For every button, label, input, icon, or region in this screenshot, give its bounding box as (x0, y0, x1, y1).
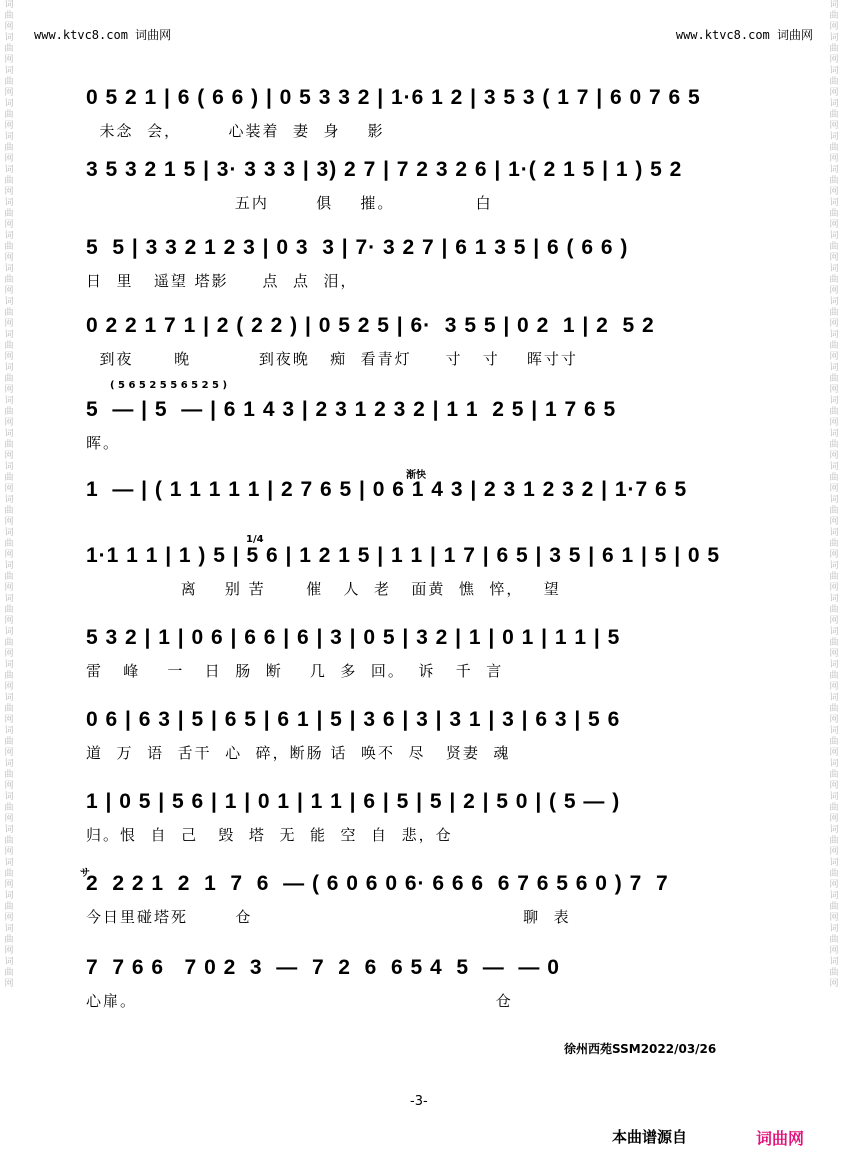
lyrics-line: 心扉。 仓 (86, 992, 513, 1010)
score (80, 86, 756, 1026)
lyrics-line: 道 万 语 舌干 心 碎，断肠 话 唤不 尽 贤妻 魂 (86, 744, 511, 762)
score-system-3 (86, 236, 756, 296)
lyrics-line: 日 里 遥望 塔影 点 点 泪， (86, 272, 358, 290)
notes-line: 7 7 6 6 7 0 2 3 — 7 2 6 6 5 4 5 — — 0 (86, 956, 560, 979)
notes-line: 5 5 | 3 3 2 1 2 3 | 0 3 3 | 7· 3 2 7 | 6 1 3 5 | 6 ( 6 6 ) (86, 236, 629, 259)
lyrics-line: 到夜 晚 到夜晚 痴 看青灯 寸 寸 晖寸寸 (86, 350, 578, 368)
notes-line: 5 3 2 | 1 | 0 6 | 6 6 | 6 | 3 | 0 5 | 3 2 | 1 | 0 1 | 1 1 | 5 (86, 626, 621, 649)
side-watermark-right: 词曲网词曲网词曲网词曲网词曲网词曲网词曲网词曲网词曲网词曲网词曲网词曲网词曲网词曲网词曲网词曲网词曲网词曲网词曲网词曲网词曲网词曲网词曲网词曲网词曲网词曲网词曲网词曲网词曲网词曲网 (829, 0, 839, 989)
lyrics-line: 雷 峰 一 日 肠 断 几 多 回。 诉 千 言 (86, 662, 504, 680)
signature: 徐州西苑SSM2022/03/26 (564, 1042, 717, 1056)
site-url-left[interactable]: www.ktvc8.com 词曲网 (34, 28, 172, 42)
time-signature: 1/4 (246, 534, 264, 545)
score-system-7 (86, 534, 756, 604)
notes-line: 2 2 2 1 2 1 7 6 — ( 6 0 6 0 6· 6 6 6 6 7 6 5 6 0 ) 7 7 (86, 872, 669, 895)
page-number: -3- (410, 1094, 428, 1109)
lyrics-line: 未念 会， 心装着 妻 身 影 (86, 122, 385, 140)
footer-source-label: 本曲谱源自 (612, 1128, 688, 1146)
score-system-1 (86, 86, 756, 146)
score-system-2 (86, 158, 756, 218)
lyrics-line: 晖。 (86, 434, 121, 452)
notes-line: 0 5 2 1 | 6 ( 6 6 ) | 0 5 3 3 2 | 1·6 1 2 | 3 5 3 ( 1 7 | 6 0 7 6 5 (86, 86, 701, 109)
score-system-5 (86, 380, 756, 452)
lyrics-line: 归。恨 自 己 毁 塔 无 能 空 自 悲，仓 (86, 826, 453, 844)
side-watermark-left: 词曲网词曲网词曲网词曲网词曲网词曲网词曲网词曲网词曲网词曲网词曲网词曲网词曲网词曲网词曲网词曲网词曲网词曲网词曲网词曲网词曲网词曲网词曲网词曲网词曲网词曲网词曲网词曲网词曲网词曲网 (4, 0, 14, 989)
notes-line: 1 | 0 5 | 5 6 | 1 | 0 1 | 1 1 | 6 | 5 | 5 | 2 | 5 0 | ( 5 — ) (86, 790, 621, 813)
lyrics-line: 五内 俱 摧。 白 (86, 194, 493, 212)
notes-line: 1·1 1 1 | 1 ) 5 | 5 6 | 1 2 1 5 | 1 1 | 1 7 | 6 5 | 3 5 | 6 1 | 5 | 0 5 (86, 544, 721, 567)
tempo-mark: 渐快 (406, 470, 426, 481)
lyrics-line (86, 512, 756, 534)
site-url-right[interactable]: www.ktvc8.com 词曲网 (675, 28, 813, 42)
footer-brand-link[interactable]: 词曲网 (756, 1129, 805, 1148)
interlude-small-notes: ( 5 6 5 2 5 5 6 5 2 5 ) (110, 380, 228, 391)
notes-line: 1 — | ( 1 1 1 1 1 | 2 7 6 5 | 0 6 1 4 3 | 2 3 1 2 3 2 | 1·7 6 5 (86, 478, 688, 501)
notes-line: 0 2 2 1 7 1 | 2 ( 2 2 ) | 0 5 2 5 | 6· 3 5 5 | 0 2 1 | 2 5 2 (86, 314, 655, 337)
notes-line: 0 6 | 6 3 | 5 | 6 5 | 6 1 | 5 | 3 6 | 3 | 3 1 | 3 | 6 3 | 5 6 (86, 708, 621, 731)
free-meter-mark: サ (80, 868, 90, 879)
lyrics-line: 今日里碰塔死 仓 聊 表 (86, 908, 571, 926)
score-system-11 (80, 868, 756, 932)
score-system-8 (86, 626, 756, 686)
score-system-10 (86, 790, 756, 850)
score-system-9 (86, 708, 756, 768)
lyrics-line: 离 别 苦 催 人 老 面黄 憔 悴， 望 (86, 580, 561, 598)
notes-line: 3 5 3 2 1 5 | 3· 3 3 3 | 3) 2 7 | 7 2 3 2 6 | 1·( 2 1 5 | 1 ) 5 2 (86, 158, 683, 181)
score-system-6 (86, 470, 756, 538)
score-system-4 (86, 314, 756, 374)
notes-line: 5 — | 5 — | 6 1 4 3 | 2 3 1 2 3 2 | 1 1 2 5 | 1 7 6 5 (86, 398, 617, 421)
score-system-12 (86, 956, 756, 1016)
